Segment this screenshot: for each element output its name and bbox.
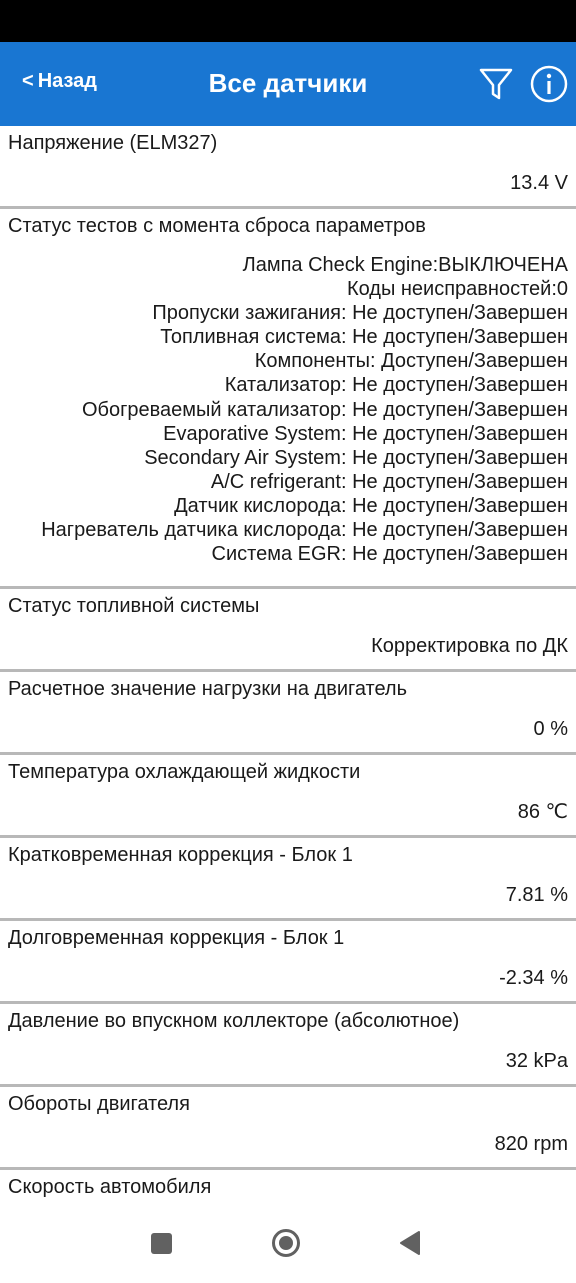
sensor-short-trim — [0, 838, 576, 921]
status-line: Evaporative System: Не доступен/Завершен — [163, 422, 568, 445]
sensor-name: Обороты двигателя — [8, 1093, 190, 1116]
sensor-value: -2.34 % — [499, 967, 568, 990]
square-icon[interactable] — [151, 1233, 172, 1254]
status-line: Система EGR: Не доступен/Завершен — [211, 543, 568, 566]
sensor-name: Статус топливной системы — [8, 595, 260, 618]
status-line: Secondary Air System: Не доступен/Завершен — [144, 446, 568, 469]
sensor-long-trim — [0, 921, 576, 1004]
info-icon[interactable] — [529, 64, 569, 104]
filter-icon[interactable] — [476, 64, 516, 104]
app-bar — [0, 42, 576, 126]
sensor-test-status — [0, 209, 576, 589]
sensor-coolant-temp — [0, 755, 576, 838]
status-bar — [0, 0, 576, 42]
sensor-value: 86 ℃ — [517, 801, 568, 824]
status-line: A/C refrigerant: Не доступен/Завершен — [210, 470, 568, 493]
status-line: Катализатор: Не доступен/Завершен — [224, 374, 568, 397]
sensor-list[interactable] — [0, 126, 576, 1208]
chevron-left-icon: < — [22, 70, 34, 92]
back-button[interactable] — [22, 70, 97, 93]
sensor-value: 13.4 V — [510, 172, 568, 194]
status-line: Датчик кислорода: Не доступен/Завершен — [174, 494, 568, 517]
test-status-lines — [8, 239, 568, 586]
sensor-value: Корректировка по ДК — [371, 635, 568, 658]
status-line: Пропуски зажигания: Не доступен/Завершен — [152, 302, 568, 325]
sensor-name: Давление во впускном коллекторе (абсолютное) — [8, 1010, 460, 1033]
page-title: Все датчики — [208, 68, 368, 98]
status-line: Лампа Check Engine:ВЫКЛЮЧЕНА — [242, 254, 568, 276]
sensor-rpm — [0, 1087, 576, 1170]
sensor-name: Долговременная коррекция - Блок 1 — [8, 927, 345, 950]
sensor-map — [0, 1004, 576, 1087]
sensor-fuel-status — [0, 589, 576, 672]
sensor-name: Температура охлаждающей жидкости — [8, 761, 361, 784]
triangle-back-icon[interactable] — [398, 1230, 422, 1256]
sensor-name: Скорость автомобиля — [8, 1176, 212, 1199]
status-line: Компоненты: Доступен/Завершен — [254, 350, 568, 373]
sensor-value: 7.81 % — [505, 884, 568, 907]
sensor-name: Кратковременная коррекция - Блок 1 — [8, 844, 353, 867]
sensor-name: Статус тестов с момента сброса параметров — [8, 215, 426, 237]
back-label: Назад — [37, 70, 97, 92]
status-line: Обогреваемый катализатор: Не доступен/Завершен — [81, 398, 568, 421]
navigation-bar — [0, 1208, 576, 1280]
sensor-engine-load — [0, 672, 576, 755]
status-line: Нагреватель датчика кислорода: Не доступен/Завершен — [41, 519, 568, 542]
status-line: Коды неисправностей:0 — [346, 278, 568, 301]
sensor-value: 820 rpm — [494, 1133, 568, 1156]
sensor-value: 32 kPa — [505, 1050, 568, 1073]
sensor-value: 0 % — [533, 718, 568, 741]
sensor-name: Расчетное значение нагрузки на двигатель — [8, 678, 408, 701]
sensor-name: Напряжение (ELM327) — [8, 132, 218, 154]
circle-home-icon[interactable] — [271, 1228, 301, 1258]
status-line: Топливная система: Не доступен/Завершен — [160, 326, 568, 349]
sensor-voltage — [0, 126, 576, 209]
